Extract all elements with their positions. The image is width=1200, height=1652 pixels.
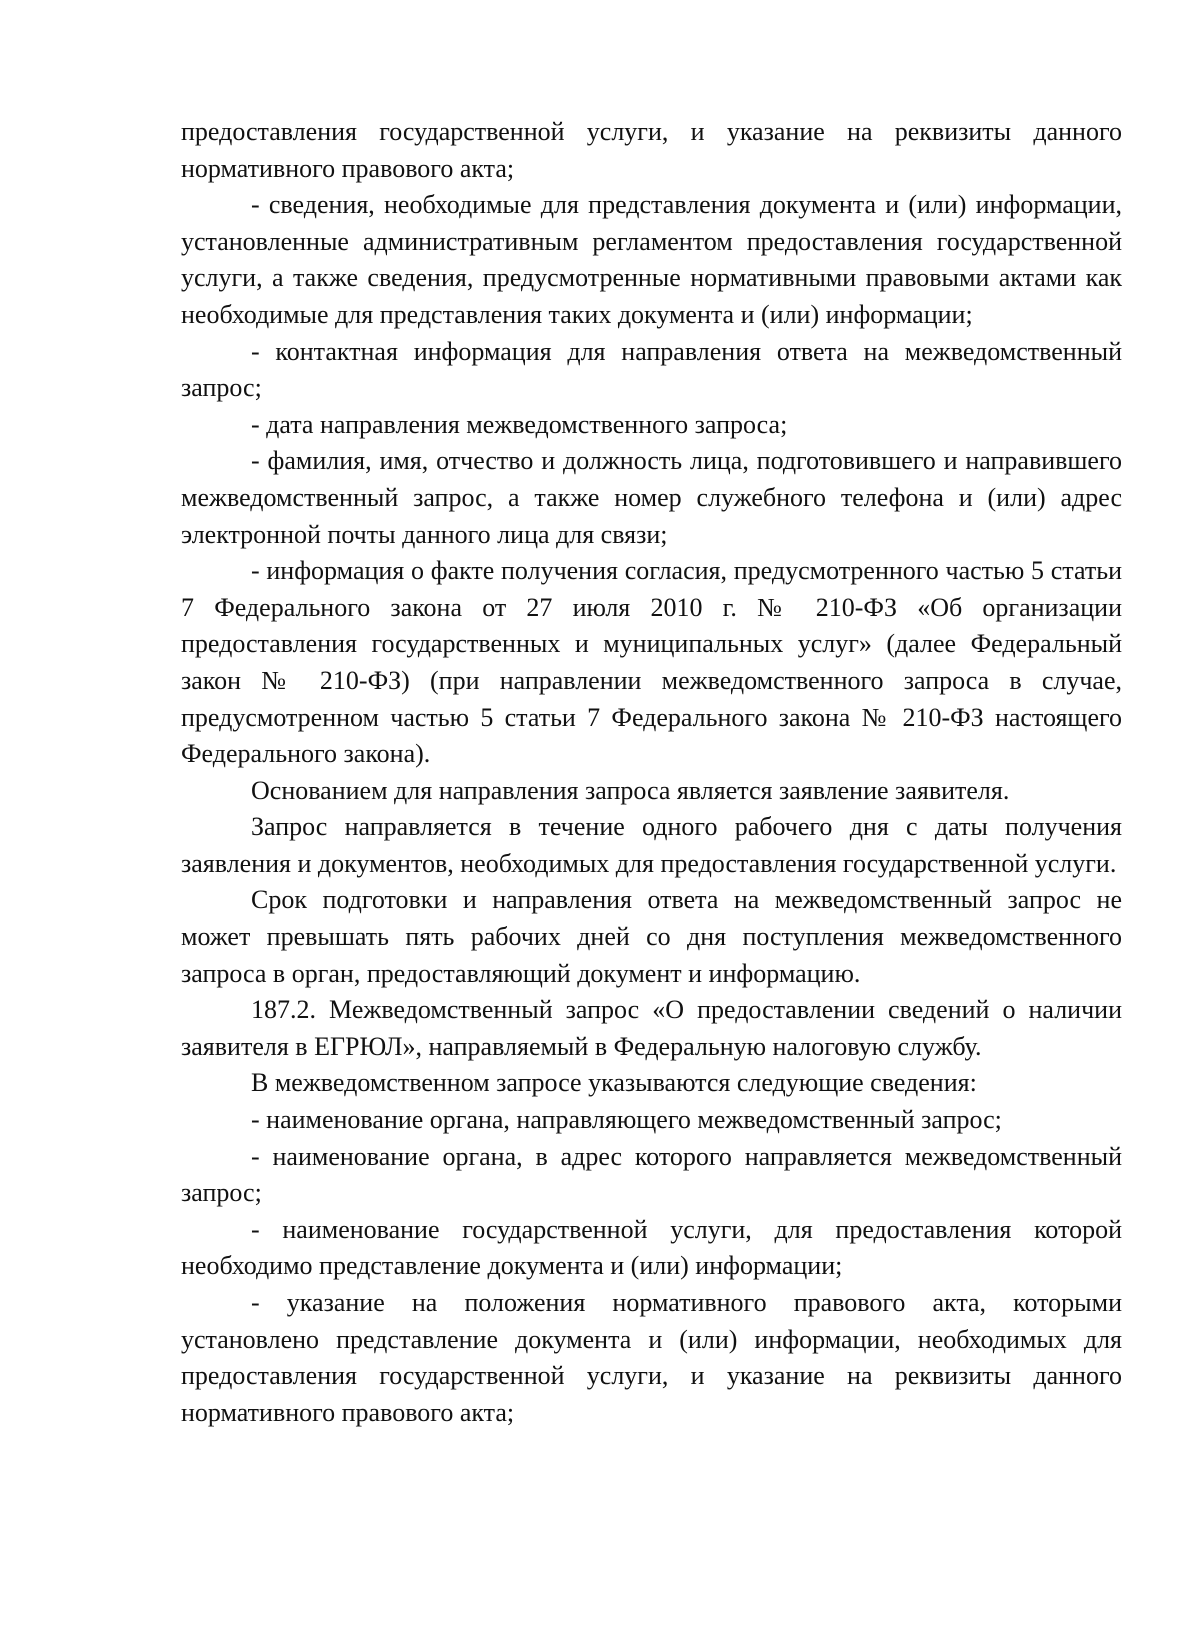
paragraph: Запрос направляется в течение одного рабочего дня с даты получения заявления и документов, необходимых для предоставления государственной услуги.: [181, 812, 1122, 878]
paragraph: - дата направления межведомственного запроса;: [251, 409, 788, 439]
paragraph: - сведения, необходимые для представления документа и (или) информации, установленные административным регламентом предоставления государственной услуги, а также сведения, предусмотренные нормативными правовыми актами как необходимые для представления таких документа и (или) информации;: [181, 190, 1122, 329]
section-heading-paragraph: 187.2. Межведомственный запрос «О предоставлении сведений о наличии заявителя в ЕГРЮЛ», направляемый в Федеральную налоговую службу.: [181, 995, 1122, 1061]
paragraph: - наименование органа, в адрес которого направляется межведомственный запрос;: [181, 1141, 1122, 1208]
paragraph: В межведомственном запросе указываются следующие сведения:: [251, 1068, 977, 1098]
paragraph: Срок подготовки и направления ответа на межведомственный запрос не может превышать пять рабочих дней со дня поступления межведомственного запроса в орган, предоставляющий документ и информацию.: [181, 885, 1122, 988]
paragraph: - указание на положения нормативного правового акта, которыми установлено представление документа и (или) информации, необходимых для предоставления государственной услуги, и указание на реквизиты данного нормативного правового акта;: [181, 1288, 1122, 1427]
document-body: [181, 114, 1122, 1431]
paragraph: - информация о факте получения согласия, предусмотренного частью 5 статьи 7 Федерального закона от 27 июля 2010 г. № 210-ФЗ «Об организации предоставления государственных и муниципальных услуг» (далее Федеральный закон № 210-ФЗ) (при направлении межведомственного запроса в случае, предусмотренном частью 5 статьи 7 Федерального закона № 210-ФЗ настоящего Федерального закона).: [181, 556, 1122, 769]
paragraph: - наименование государственной услуги, для предоставления которой необходимо представление документа и (или) информации;: [181, 1214, 1122, 1281]
paragraph: - наименование органа, направляющего межведомственный запрос;: [251, 1105, 1002, 1135]
paragraph: - фамилия, имя, отчество и должность лица, подготовившего и направившего межведомственный запрос, а также номер служебного телефона и (или) адрес электронной почты данного лица для связи;: [181, 446, 1122, 549]
paragraph: - контактная информация для направления ответа на межведомственный запрос;: [181, 336, 1122, 403]
paragraph: предоставления государственной услуги, и указание на реквизиты данного нормативного правового акта;: [181, 117, 1122, 183]
paragraph: Основанием для направления запроса является заявление заявителя.: [251, 775, 1010, 805]
